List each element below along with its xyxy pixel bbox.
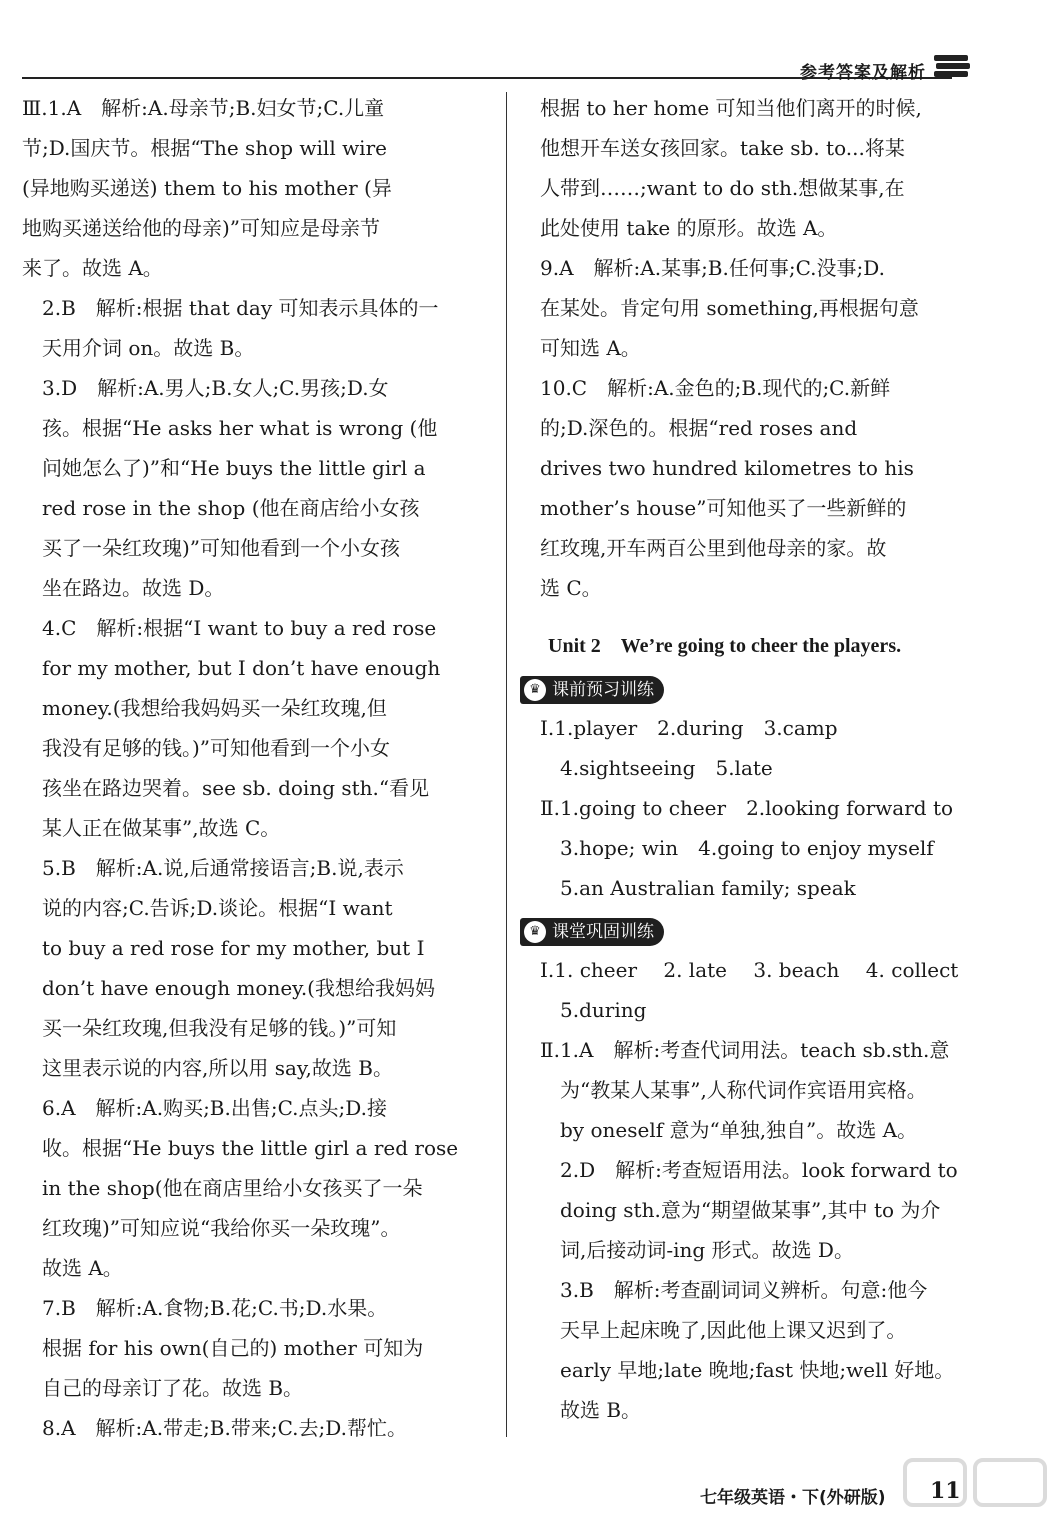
answer-line: 这里表示说的内容,所以用 say,故选 B。 [22,1056,393,1080]
answer-line: 红玫瑰)”可知应说“我给你买一朵玫瑰”。 [22,1216,401,1240]
answer-line: in the shop(他在商店里给小女孩买了一朵 [22,1176,423,1200]
answer-item [22,88,482,288]
answer-line: Ⅰ.1.player 2.during 3.camp [540,716,838,740]
answer-line: 坐在路边。故选 D。 [22,576,225,600]
answer-line: red rose in the shop (他在商店给小女孩 [22,496,420,520]
answer-line: for my mother, but I don’t have enough [22,656,441,680]
answer-line: 5.during [540,998,647,1022]
section-label: 课堂巩固训练 [552,922,654,942]
answer-item [22,1408,482,1448]
answer-line: 8.A 解析:A.带走;B.带来;C.去;D.帮忙。 [22,1416,407,1440]
column-divider [506,92,507,1437]
answer-line: mother’s house”可知他买了一些新鲜的 [540,496,907,520]
answer-line: 的;D.深色的。根据“red roses and [540,416,858,440]
answer-line: 此处使用 take 的原形。故选 A。 [540,216,838,240]
answer-line: 2.B 解析:根据 that day 可知表示具体的一 [22,296,439,320]
answer-line: 问她怎么了)”和“He buys the little girl a [22,456,426,480]
answer-line: 某人正在做某事”,故选 C。 [22,816,281,840]
answer-line: 故选 A。 [22,1256,123,1280]
section-label: 课前预习训练 [552,680,654,700]
crown-icon: ♛ [524,921,546,943]
section-badge-preview [520,676,664,704]
answer-line: 来了。故选 A。 [22,256,163,280]
answer-line: 地购买递送给他的母亲)”可知应是母亲节 [22,216,381,240]
answer-line: 3.hope; win 4.going to enjoy myself [540,836,934,860]
answer-line: by oneself 意为“单独,独自”。故选 A。 [540,1118,918,1142]
answer-line: doing sth.意为“期望做某事”,其中 to 为介 [540,1198,941,1222]
answer-item [540,248,972,368]
answer-line: 4.C 解析:根据“I want to buy a red rose [22,616,437,640]
section-badge-consolidate [520,918,664,946]
answer-line: money.(我想给我妈妈买一朵红玫瑰,但 [22,696,387,720]
answer-line: 2.D 解析:考查短语用法。look forward to [540,1158,958,1182]
answer-line: 3.D 解析:A.男人;B.女人;C.男孩;D.女 [22,376,389,400]
answer-line: 7.B 解析:A.食物;B.花;C.书;D.水果。 [22,1296,388,1320]
right-column [529,88,972,1430]
answer-line: 买一朵红玫瑰,但我没有足够的钱。)”可知 [22,1016,397,1040]
answer-line: 人带到……;want to do sth.想做某事,在 [540,176,905,200]
answer-line: 10.C 解析:A.金色的;B.现代的;C.新鲜 [540,376,891,400]
answer-line: 收。根据“He buys the little girl a red rose [22,1136,459,1160]
answer-line: 根据 for his own(自己的) mother 可知为 [22,1336,424,1360]
answer-line: 根据 to her home 可知当他们离开的时候, [540,96,922,120]
answer-line: drives two hundred kilometres to his [540,456,914,480]
answer-line: Ⅰ.1. cheer 2. late 3. beach 4. collect [540,958,959,982]
answer-line: Ⅱ.1.A 解析:考查代词用法。teach sb.sth.意 [540,1038,950,1062]
answer-line: 孩。根据“He asks her what is wrong (他 [22,416,438,440]
answer-line: 孩坐在路边哭着。see sb. doing sth.“看见 [22,776,430,800]
answer-item [22,608,482,848]
answer-line: 选 C。 [540,576,602,600]
header-title: 参考答案及解析 [800,63,926,83]
answer-line: 在某处。肯定句用 something,再根据句意 [540,296,919,320]
answer-item [22,1088,482,1288]
answer-line: 可知选 A。 [540,336,641,360]
answer-item [540,368,972,608]
answer-line: don’t have enough money.(我想给我妈妈 [22,976,435,1000]
answer-item [540,88,972,248]
answer-line: 自己的母亲订了花。故选 B。 [22,1376,304,1400]
answer-item [22,368,482,608]
answer-line: Ⅱ.1.going to cheer 2.looking forward to [540,796,954,820]
answer-line: 我没有足够的钱。)”可知他看到一个小女 [22,736,391,760]
crown-icon: ♛ [524,679,546,701]
books-icon [932,52,972,82]
answer-line: 他想开车送女孩回家。take sb. to...将某 [540,136,905,160]
answer-line: 买了一朵红玫瑰)”可知他看到一个小女孩 [22,536,401,560]
answer-line: early 早地;late 晚地;fast 快地;well 好地。 [540,1358,955,1382]
answer-line: 3.B 解析:考查副词词义辨析。句意:他今 [540,1278,928,1302]
watermark-logo [900,1455,1055,1530]
answer-line: 4.sightseeing 5.late [540,756,773,780]
answer-line: to buy a red rose for my mother, but I [22,936,425,960]
page-number: 11 [930,1478,961,1504]
answer-item [22,1288,482,1408]
answer-line: 天用介词 on。故选 B。 [22,336,255,360]
answer-line: 红玫瑰,开车两百公里到他母亲的家。故 [540,536,887,560]
answer-line: (异地购买递送) them to his mother (异 [22,176,392,200]
answer-line: 故选 B。 [540,1398,642,1422]
answer-item [22,848,482,1088]
unit-title: Unit 2 We’re going to cheer the players. [548,635,902,657]
answer-line: 5.B 解析:A.说,后通常接语言;B.说,表示 [22,856,404,880]
answer-line: Ⅲ.1.A 解析:A.母亲节;B.妇女节;C.儿童 [22,96,385,120]
answer-line: 词,后接动词-ing 形式。故选 D。 [540,1238,854,1262]
answer-line: 天早上起床晚了,因此他上课又迟到了。 [540,1318,907,1342]
left-column [22,88,482,1448]
footer-text: 七年级英语・下(外研版) [700,1488,886,1508]
answer-item [22,288,482,368]
answer-line: 6.A 解析:A.购买;B.出售;C.点头;D.接 [22,1096,387,1120]
answer-line: 5.an Australian family; speak [540,876,856,900]
answer-line: 节;D.国庆节。根据“The shop will wire [22,136,387,160]
answer-line: 说的内容;C.告诉;D.谈论。根据“I want [22,896,393,920]
answer-line: 为“教某人某事”,人称代词作宾语用宾格。 [540,1078,927,1102]
answer-line: 9.A 解析:A.某事;B.任何事;C.没事;D. [540,256,885,280]
